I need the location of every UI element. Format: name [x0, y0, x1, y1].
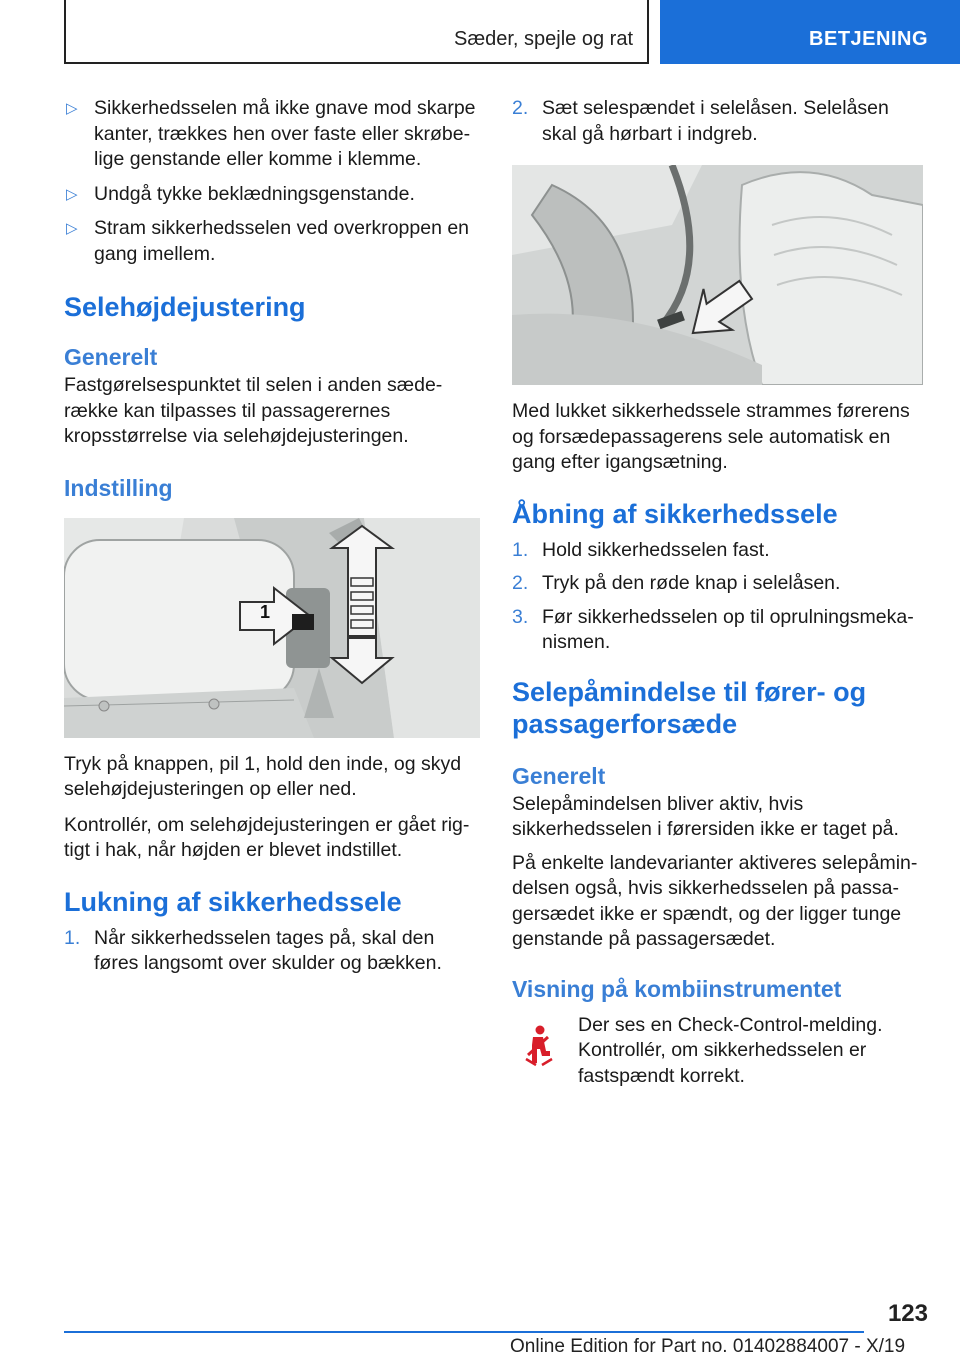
step-item [512, 96, 928, 147]
step-item [64, 926, 480, 977]
triangle-bullet-icon: ▷ [66, 185, 78, 203]
paragraph-selepaamindelse-2: På enkelte landevarianter aktiveres selepåmindelsen også, hvis sikkerhedsselen på passagersædet ikke er spændt, og der ligger tunge genstande på passagersædet. [512, 851, 918, 950]
heading-selehojdejustering: Selehøjdejustering [64, 292, 306, 322]
heading-generelt: Generelt [64, 344, 158, 370]
footer-rule [64, 1331, 864, 1333]
paragraph-generelt: Fastgørelsespunktet til selen i anden sæderække kan tilpasses til passagerernes kropsstørrelse via selehøjdejusteringen. [64, 374, 443, 447]
step-number: 2. [512, 572, 529, 594]
heading-selepaamindelse: Selepåmindelse til fører- og passagerforsæde [512, 676, 867, 739]
step-item [512, 538, 928, 564]
paragraph-med: Med lukket sikkerhedssele strammes førerens og forsædepassagerens sele automatisk en gang efter igangsætning. [512, 400, 910, 473]
heading-visning: Visning på kombiinstrumentet [512, 975, 842, 1002]
paragraph-tryk: Tryk på knappen, pil 1, hold den inde, og skyd selehøjdejusteringen op eller ned. [64, 752, 462, 800]
right-column [512, 96, 928, 1089]
paragraph-selepaamindelse-1: Selepåmindelsen bliver aktiv, hvis sikkerhedsselen i førersiden ikke er taget på. [512, 792, 899, 840]
bullet-item: ▷ Sikkerhedsselen må ikke gnave mod skarpe kanter, trækkes hen over faste eller skrøbelige genstande eller komme i klemme. [66, 97, 476, 170]
heading-abning: Åbning af sikkerhedssele [512, 498, 838, 529]
chapter-tab-label: BETJENING [809, 28, 928, 50]
heading-indstilling: Indstilling [64, 474, 173, 501]
step-text: Før sikkerhedsselen op til oprulningsmekanismen. [542, 605, 914, 653]
figure-buckle [512, 165, 923, 385]
step-item [512, 571, 928, 597]
visning-block [512, 1013, 928, 1090]
figure-belt-height-adjuster [64, 518, 480, 738]
step-number: 1. [64, 926, 81, 949]
step-number: 3. [512, 605, 529, 628]
heading-lukning: Lukning af sikkerhedssele [64, 886, 402, 917]
buckle-illustration [512, 165, 923, 385]
triangle-bullet-icon: ▷ [66, 220, 78, 237]
bullet-item: ▷ Undgå tykke beklædningsgenstande. [64, 182, 480, 208]
step-text: Når sikkerhedsselen tages på, skal den føres langsomt over skulder og bækken. [94, 926, 442, 974]
heading-generelt-2: Generelt [512, 762, 606, 789]
step-number: 2. [512, 97, 529, 119]
section-title: Sæder, spejle og rat [454, 28, 633, 50]
page-number: 123 [887, 1300, 928, 1327]
open-steps-list [512, 538, 928, 656]
belt-height-illustration [64, 518, 480, 738]
step-text: Sæt selespændet i selelåsen. Selelåsen skal gå hørbart i indgreb. [542, 97, 889, 145]
step-text: Tryk på den røde knap i selelåsen. [542, 572, 841, 594]
step-item [512, 605, 928, 656]
step-text: Hold sikkerhedsselen fast. [542, 538, 770, 561]
header-section-box [64, 0, 649, 64]
footer-edition: Online Edition for Part no. 01402884007 - X/19 [510, 1336, 906, 1357]
left-column [64, 96, 480, 985]
chapter-tab [660, 0, 960, 64]
step-number: 1. [512, 538, 529, 561]
triangle-bullet-icon: ▷ [66, 100, 78, 117]
paragraph-visning: Der ses en Check-Control-melding. Kontrollér, om sikkerhedsselen er fastspændt korrekt. [578, 1013, 883, 1087]
seatbelt-warning-icon [524, 1025, 554, 1067]
bullet-item: ▷ Stram sikkerhedsselen ved overkroppen en gang imellem. [66, 217, 470, 265]
paragraph-kontroller: Kontrollér, om selehøjdejusteringen er gået rigtigt i hak, når højden er blevet indstillet. [64, 813, 470, 861]
arrow-label-1: 1 [260, 601, 271, 622]
